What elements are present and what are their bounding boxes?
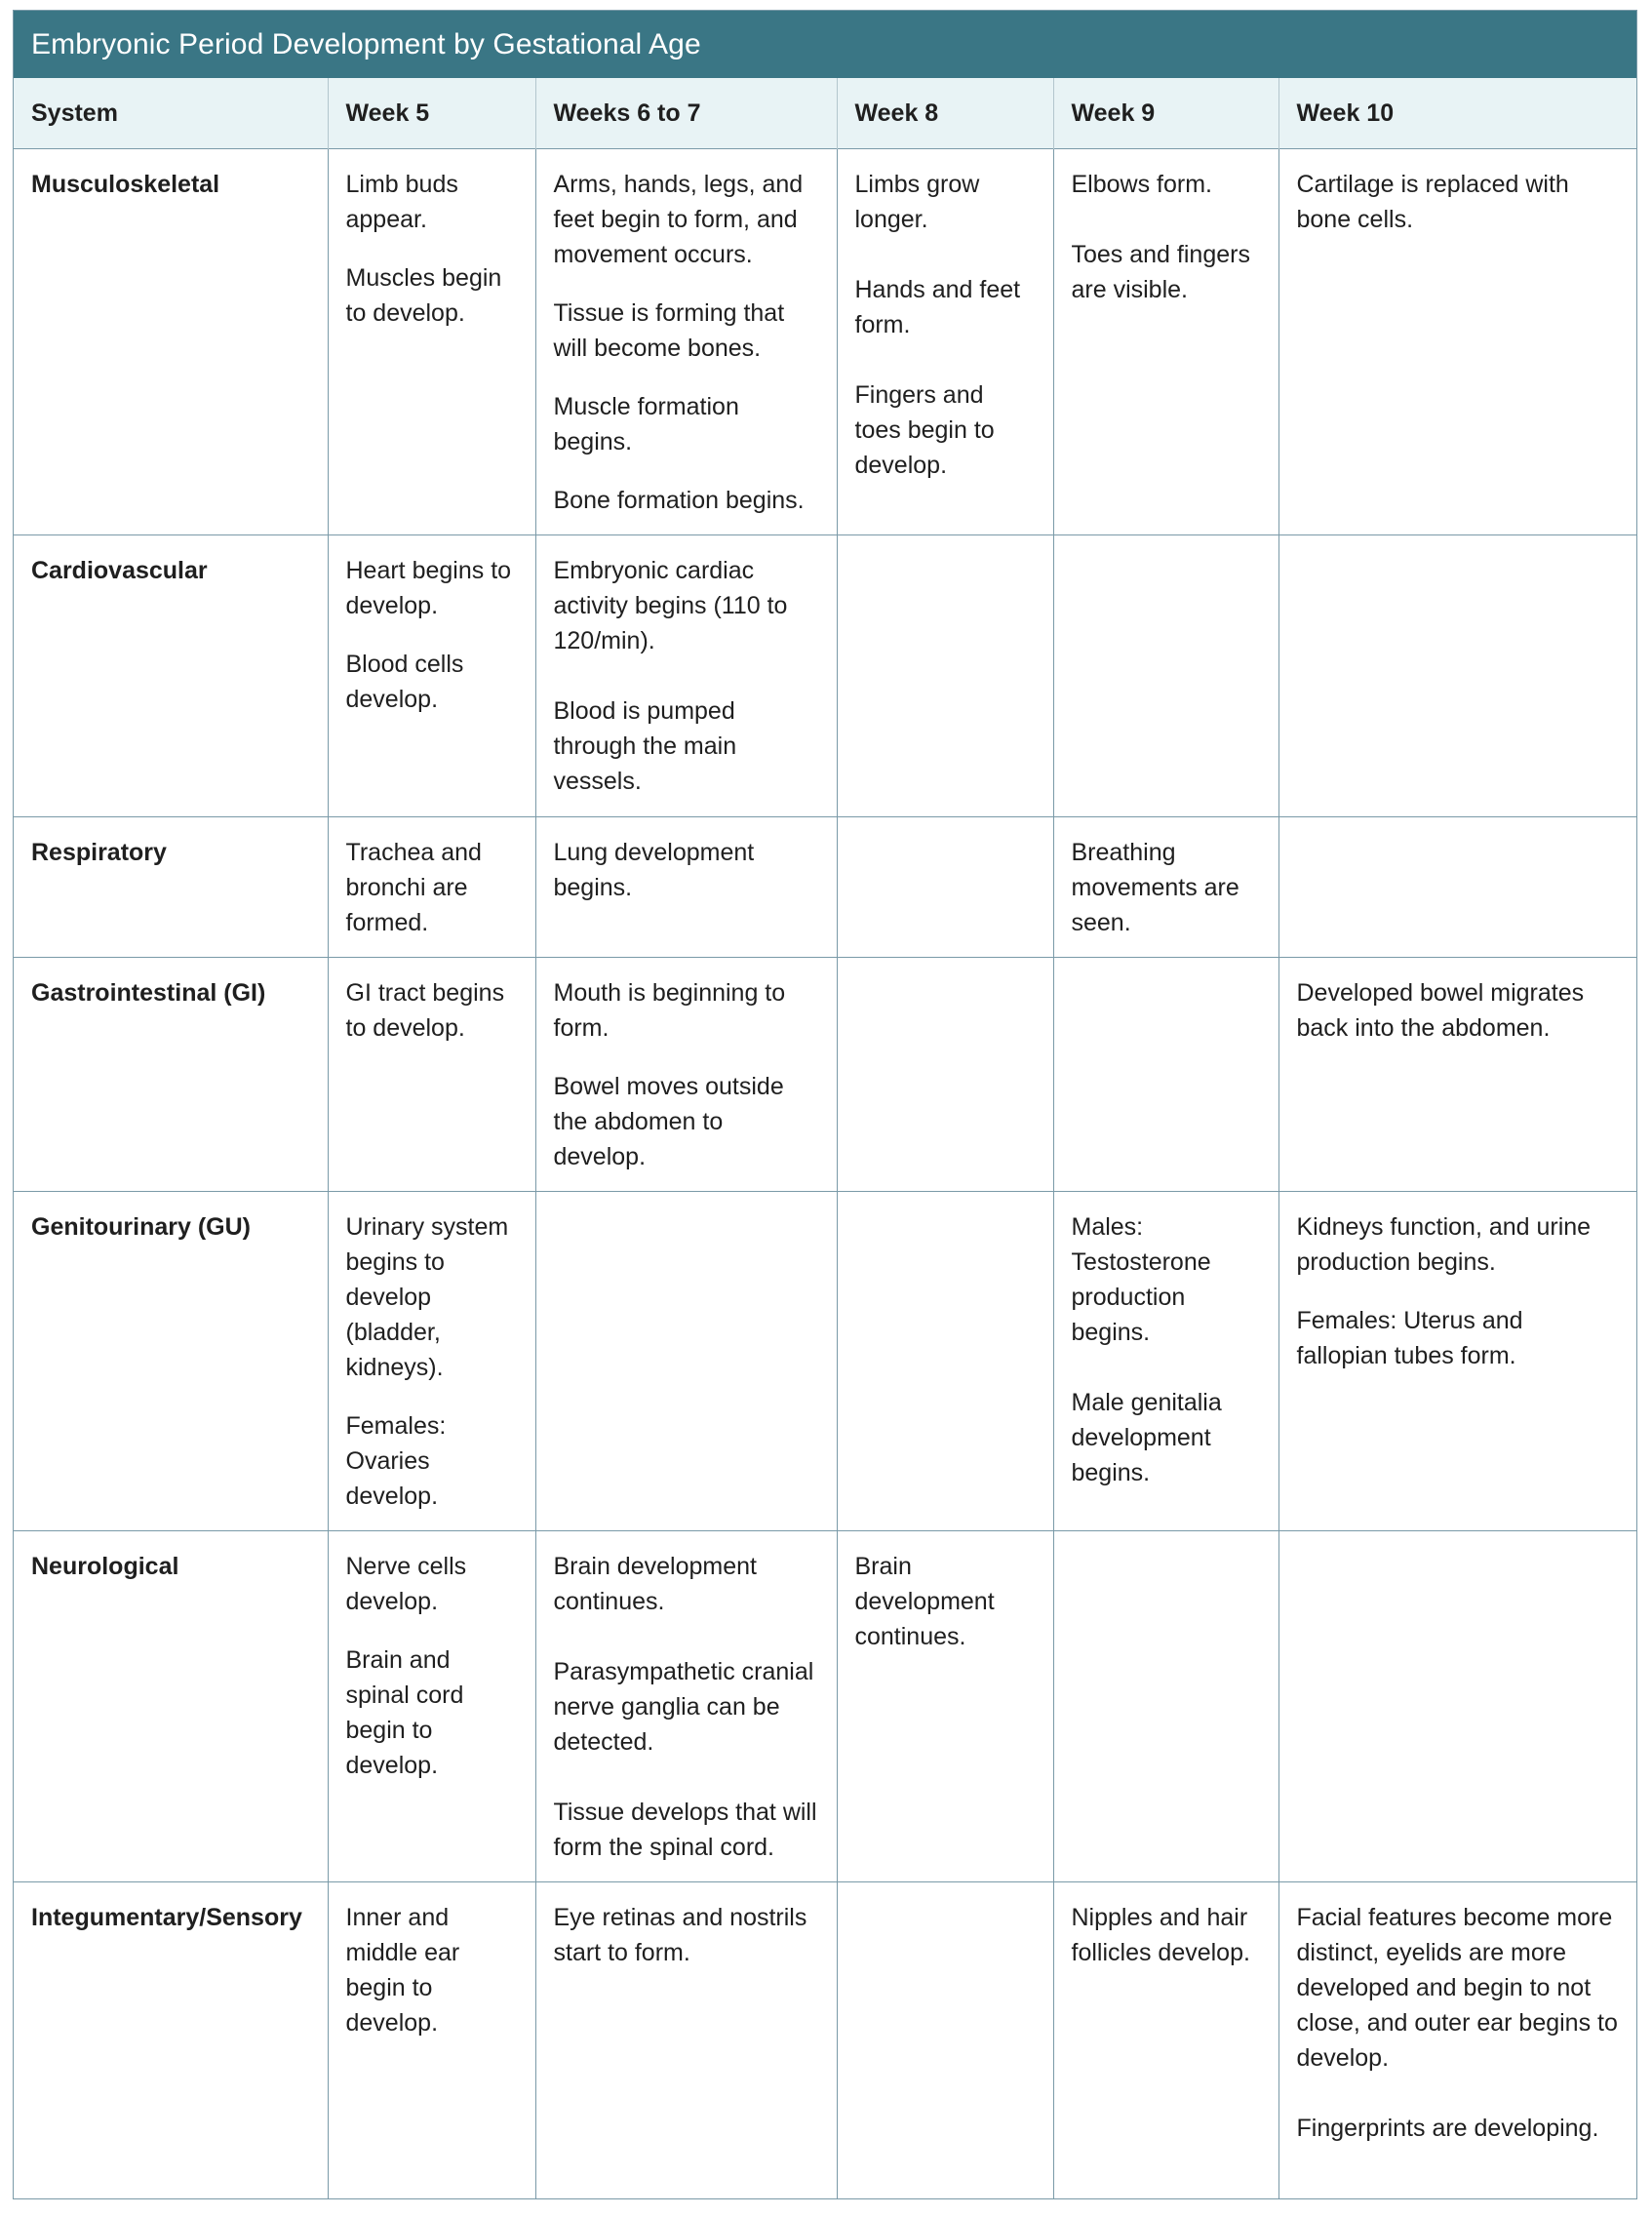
cell-paragraph: Heart begins to develop. [345,557,512,619]
cell-paragraph: Inner and middle ear begin to develop. [345,1904,460,2037]
table-cell [1053,149,1278,535]
table-cell [328,1192,535,1531]
header-week-8: Week 8 [837,78,1053,149]
table-cell [1278,1531,1636,1882]
cell-paragraph: Arms, hands, legs, and feet begin to form, and movement occurs. [553,171,804,268]
system-name: Musculoskeletal [14,149,328,535]
cell-paragraph: Blood cells develop. [345,651,464,713]
table-cell [328,1531,535,1882]
header-week-5: Week 5 [328,78,535,149]
table-cell [1278,958,1636,1192]
cell-paragraph: GI tract begins to develop. [345,979,505,1042]
table-cell [535,817,837,958]
cell-paragraph: Trachea and bronchi are formed. [345,839,482,936]
table-cell [328,817,535,958]
cell-paragraph: Urinary system begins to develop (bladder, kidneys). [345,1213,509,1381]
table-cell [328,1882,535,2198]
cell-paragraph: Bone formation begins. [553,487,805,514]
system-name: Cardiovascular [14,535,328,817]
header-weeks-6-7: Weeks 6 to 7 [535,78,837,149]
table-cell [535,149,837,535]
table-cell [1278,817,1636,958]
cell-paragraph: Hands and feet form. [854,276,1021,338]
cell-paragraph: Blood is pumped through the main vessels. [553,697,737,795]
cell-paragraph: Eye retinas and nostrils start to form. [553,1904,807,1966]
cell-paragraph: Muscles begin to develop. [345,264,502,327]
table-row [14,1882,1636,2198]
table-cell [1053,1531,1278,1882]
cell-paragraph: Mouth is beginning to form. [553,979,786,1042]
development-table [14,78,1636,2198]
table-cell [1278,149,1636,535]
cell-paragraph: Developed bowel migrates back into the abdomen. [1296,979,1585,1042]
cell-paragraph: Lung development begins. [553,839,755,901]
table-cell [837,817,1053,958]
cell-paragraph: Facial features become more distinct, eyelids are more developed and begin to not close, and outer ear begins to develop. [1296,1904,1618,2072]
table-cell [837,1882,1053,2198]
cell-paragraph: Limb buds appear. [345,171,458,233]
header-week-9: Week 9 [1053,78,1278,149]
cell-paragraph: Embryonic cardiac activity begins (110 to 120/min). [553,557,788,654]
table-cell [535,1192,837,1531]
cell-paragraph: Fingerprints are developing. [1296,2115,1599,2142]
table-cell [328,958,535,1192]
table-cell [535,535,837,817]
table-title: Embryonic Period Development by Gestational Age [14,11,1636,78]
cell-paragraph: Limbs grow longer. [854,171,980,233]
cell-paragraph: Toes and fingers are visible. [1071,241,1250,303]
table-cell [837,1531,1053,1882]
table-cell [837,149,1053,535]
system-name: Respiratory [14,817,328,958]
cell-paragraph: Brain development continues. [553,1553,757,1615]
header-system: System [14,78,328,149]
cell-paragraph: Nipples and hair follicles develop. [1071,1904,1250,1966]
table-cell [1278,535,1636,817]
table-cell [535,1882,837,2198]
table-row [14,535,1636,817]
table-row [14,958,1636,1192]
system-name: Integumentary/Sensory [14,1882,328,2198]
system-name: Neurological [14,1531,328,1882]
cell-paragraph: Muscle formation begins. [553,393,739,455]
development-table-container [13,10,1637,2199]
table-row [14,1531,1636,1882]
header-row [14,78,1636,149]
cell-paragraph: Nerve cells develop. [345,1553,467,1615]
table-cell [328,535,535,817]
system-name: Genitourinary (GU) [14,1192,328,1531]
cell-paragraph: Tissue is forming that will become bones. [553,299,785,362]
cell-paragraph: Breathing movements are seen. [1071,839,1239,936]
cell-paragraph: Male genitalia development begins. [1071,1389,1222,1486]
table-cell [837,958,1053,1192]
cell-paragraph: Females: Ovaries develop. [345,1412,447,1510]
cell-paragraph: Brain development continues. [854,1553,995,1650]
table-cell [1278,1882,1636,2198]
table-cell [1053,817,1278,958]
table-body [14,149,1636,2198]
table-cell [837,535,1053,817]
cell-paragraph: Kidneys function, and urine production begins. [1296,1213,1592,1276]
table-cell [837,1192,1053,1531]
cell-paragraph: Females: Uterus and fallopian tubes form. [1296,1307,1523,1369]
table-cell [1053,535,1278,817]
table-cell [1053,1882,1278,2198]
table-cell [1053,1192,1278,1531]
table-row [14,817,1636,958]
table-row [14,149,1636,535]
table-cell [535,958,837,1192]
cell-paragraph: Elbows form. [1071,171,1212,198]
table-cell [1053,958,1278,1192]
cell-paragraph: Cartilage is replaced with bone cells. [1296,171,1569,233]
cell-paragraph: Tissue develops that will form the spinal cord. [553,1799,817,1861]
table-cell [1278,1192,1636,1531]
cell-paragraph: Bowel moves outside the abdomen to develop. [553,1073,784,1170]
cell-paragraph: Parasympathetic cranial nerve ganglia can be detected. [553,1658,814,1756]
table-cell [535,1531,837,1882]
cell-paragraph: Fingers and toes begin to develop. [854,381,995,479]
cell-paragraph: Brain and spinal cord begin to develop. [345,1646,464,1779]
table-cell [328,149,535,535]
table-row [14,1192,1636,1531]
cell-paragraph: Males: Testosterone production begins. [1071,1213,1211,1346]
system-name: Gastrointestinal (GI) [14,958,328,1192]
header-week-10: Week 10 [1278,78,1636,149]
